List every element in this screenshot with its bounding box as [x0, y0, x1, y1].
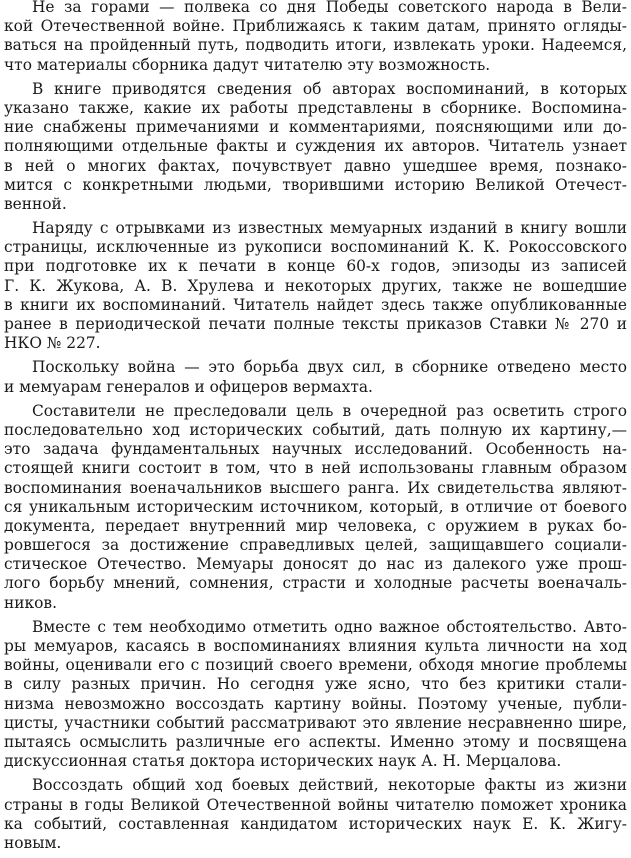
- text-line: НКО № 227.: [4, 334, 101, 353]
- paragraph: [4, 402, 627, 613]
- text-line: новым.: [4, 833, 62, 852]
- text-line: ся уникальным историческим источником, который, в отличие от боевого: [4, 497, 627, 516]
- text-line: документа, передает внутренний мир человека, с оружием в руках бо-: [4, 516, 627, 535]
- text-line: ры мемуаров, касаясь в воспоминаниях влияния культа личности на ход: [4, 637, 627, 655]
- text-line: стоящей книги состоит в том, что в ней использованы главным образом: [4, 459, 627, 478]
- text-line: цисты, участники событий рассматривают это явление несравненно шире,: [4, 713, 627, 732]
- paragraph: [4, 618, 627, 772]
- paragraph: [4, 0, 627, 75]
- text-line: В книге приводятся сведения об авторах воспоминаний, в которых: [32, 79, 627, 98]
- text-line: ранее в периодической печати полные тексты приказов Ставки № 270 и: [4, 315, 627, 333]
- paragraph: [4, 358, 627, 396]
- text-line: Поскольку война — это борьба двух сил, в сборнике отведено место: [32, 358, 627, 377]
- text-line: дискуссионная статья доктора исторических наук А. Н. Мерцалова.: [4, 752, 562, 771]
- paragraph: [4, 80, 627, 214]
- text-line: Не за горами — полвека со дня Победы советского народа в Вели-: [32, 0, 627, 16]
- text-line: Вместе с тем необходимо отметить одно важное обстоятельство. Авто-: [32, 617, 627, 636]
- text-line: Г. К. Жукова, А. В. Хрулева и некоторых других, также не вошедшие: [4, 276, 627, 295]
- text-line: это задача фундаментальных научных исследований. Особенность на-: [4, 440, 627, 459]
- text-line: последовательно ход исторических событий, дать полную их картину,—: [4, 420, 627, 439]
- text-line: низма невозможно воссоздать картину войны. Поэтому ученые, публи-: [4, 694, 627, 713]
- text-line: лого борьбу мнений, сомнения, страсти и холодные расчеты военачаль-: [4, 574, 627, 593]
- text-line: кой Отечественной войне. Приближаясь к таким датам, принято огляды-: [4, 17, 627, 36]
- paragraph: [4, 219, 627, 353]
- paragraph: [4, 776, 627, 853]
- text-line: ка событий, составленная кандидатом исторических наук Е. К. Жигу-: [4, 814, 627, 833]
- text-line: венной.: [4, 194, 67, 213]
- text-line: пытаясь осмыслить различные его аспекты. Именно этому и посвящена: [4, 732, 627, 751]
- text-line: Воссоздать общий ход боевых действий, некоторые факты из жизни: [32, 776, 627, 795]
- text-line: страницы, исключенные из рукописи воспоминаний К. К. Рокоссовского: [4, 238, 627, 257]
- text-line: в книги их воспоминаний. Читатель найдет здесь также опубликованные: [4, 295, 627, 314]
- text-line: что материалы сборника дадут читателю эту возможность.: [4, 55, 491, 74]
- text-line: в силу разных причин. Но сегодня уже ясно, что без критики стали-: [4, 675, 627, 694]
- text-line: мится с конкретными людьми, творившими историю Великой Отечест-: [4, 175, 627, 194]
- text-line: войны, оценивали его с позиций своего времени, обходя многие проблемы: [4, 656, 627, 675]
- document-page: [4, 0, 627, 858]
- text-line: ровшегося за достижение справедливых целей, защищавшего социали-: [4, 536, 627, 555]
- text-line: при подготовке их к печати в конце 60-х годов, эпизоды из записей: [4, 257, 627, 276]
- text-line: Наряду с отрывками из известных мемуарных изданий в книгу вошли: [32, 219, 627, 238]
- text-line: Составители не преследовали цель в очередной раз осветить строго: [32, 401, 627, 420]
- text-line: стическое Отечество. Мемуары доносят до нас из далекого уже прош-: [4, 555, 627, 574]
- text-line: в ней о многих фактах, почувствует давно ушедшее время, познако-: [4, 156, 627, 175]
- text-line: полняющими отдельные факты и суждения их авторов. Читатель узнает: [4, 137, 627, 156]
- text-line: ние снабжены примечаниями и комментариями, поясняющими или до-: [4, 118, 627, 137]
- text-line: ников.: [4, 593, 57, 612]
- text-line: и мемуарам генералов и офицеров вермахта.: [4, 377, 373, 396]
- text-line: воспоминания военачальников высшего ранга. Их свидетельства являют-: [4, 478, 627, 497]
- text-line: страны в годы Великой Отечественной войны читателю поможет хроника: [4, 795, 627, 814]
- text-line: указано также, какие их работы представлены в сборнике. Воспомина-: [4, 98, 627, 117]
- text-line: ваться на пройденный путь, подводить итоги, извлекать уроки. Надеемся,: [4, 36, 627, 55]
